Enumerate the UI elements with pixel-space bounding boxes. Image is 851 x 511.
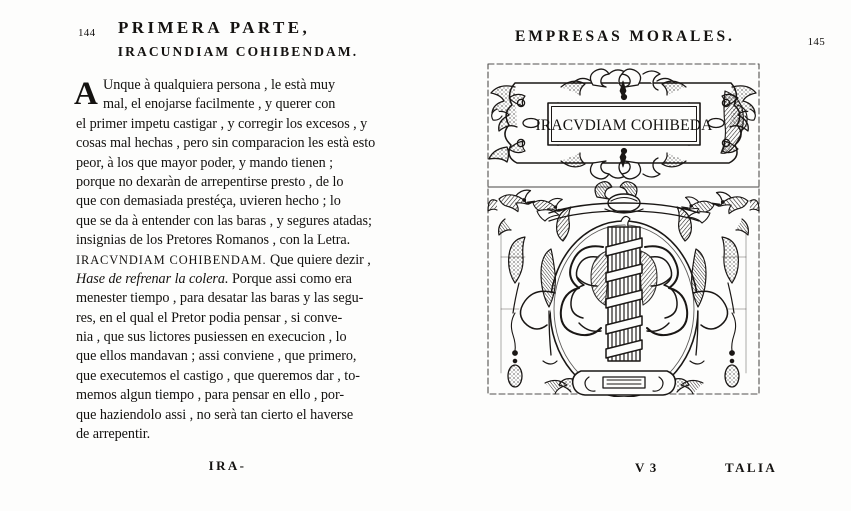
- left-page-header: [78, 18, 398, 44]
- body-line: el primer impetu castigar , y corregir los excesos , y: [76, 115, 368, 132]
- motto-heading: IRACUNDIAM COHIBENDAM.: [117, 44, 359, 59]
- signature-mark: V 3: [635, 460, 658, 475]
- body-line: res, en el qual el Pretor podia pensar , si conve-: [76, 309, 343, 326]
- body-line: peor, à los que mayor poder, y mando tienen ;: [76, 154, 334, 171]
- motto-smallcaps: IRACVNDIAM COHIBENDAM.: [76, 252, 267, 267]
- left-page: [0, 0, 425, 511]
- gloss-trailing-text: Porque assi como era: [228, 270, 352, 287]
- right-page-footer: [485, 458, 835, 480]
- body-line-gloss: [76, 270, 379, 289]
- emblem-banner-motto-text: IRACVDIAM COHIBEDA: [535, 117, 713, 134]
- catchword-right: TALIA: [725, 460, 778, 475]
- body-line: porque no dexaràn de arrepentirse presto , de lo: [76, 173, 344, 190]
- motto-trailing-text: Que quiere dezir ,: [266, 251, 371, 268]
- body-text-left: [76, 76, 379, 444]
- body-line: que con demasiada prestéça, uvieren hecho ; lo: [76, 193, 341, 210]
- running-title-left: PRIMERA PARTE,: [118, 18, 311, 37]
- body-line: cosas mal hechas , pero sin comparacion les està esto: [76, 135, 376, 152]
- body-line: que se da à entender con las baras , y segures atadas;: [76, 212, 372, 229]
- page-number-left: 144: [78, 27, 96, 39]
- running-title-right: EMPRESAS MORALES.: [515, 28, 735, 45]
- body-line: Unque à qualquiera persona , le està muy: [103, 77, 336, 93]
- body-line: que executemos el castigo , que queremos dar , to-: [76, 367, 360, 384]
- right-page: [425, 0, 851, 511]
- body-line: mal, el enojarse facilmente , y querer con: [103, 96, 336, 113]
- body-line: menester tiempo , para desatar las baras y las segu-: [76, 290, 364, 307]
- body-line: que haziendolo assi , no serà tan cierto el haverse: [76, 406, 354, 423]
- gloss-italic: Hase de refrenar la colera.: [76, 270, 229, 287]
- body-line: nia , que sus lictores pusiessen en execucion , lo: [76, 329, 347, 346]
- drop-cap: A: [74, 76, 98, 112]
- right-page-header: [485, 28, 835, 52]
- body-line: memos algun tiempo , para pensar en ello , por-: [76, 387, 345, 404]
- emblem-illustration: [485, 61, 762, 397]
- emblem-woodcut: [485, 61, 762, 397]
- page-number-right: 145: [807, 36, 825, 48]
- body-line: de arrepentir.: [76, 426, 151, 443]
- catchword-left: IRA-: [208, 458, 247, 473]
- body-line: insignias de los Pretores Romanos , con la Letra.: [76, 232, 351, 249]
- body-line-motto: [76, 251, 379, 270]
- body-line: que ellos mandavan ; assi conviene , que primero,: [76, 348, 357, 365]
